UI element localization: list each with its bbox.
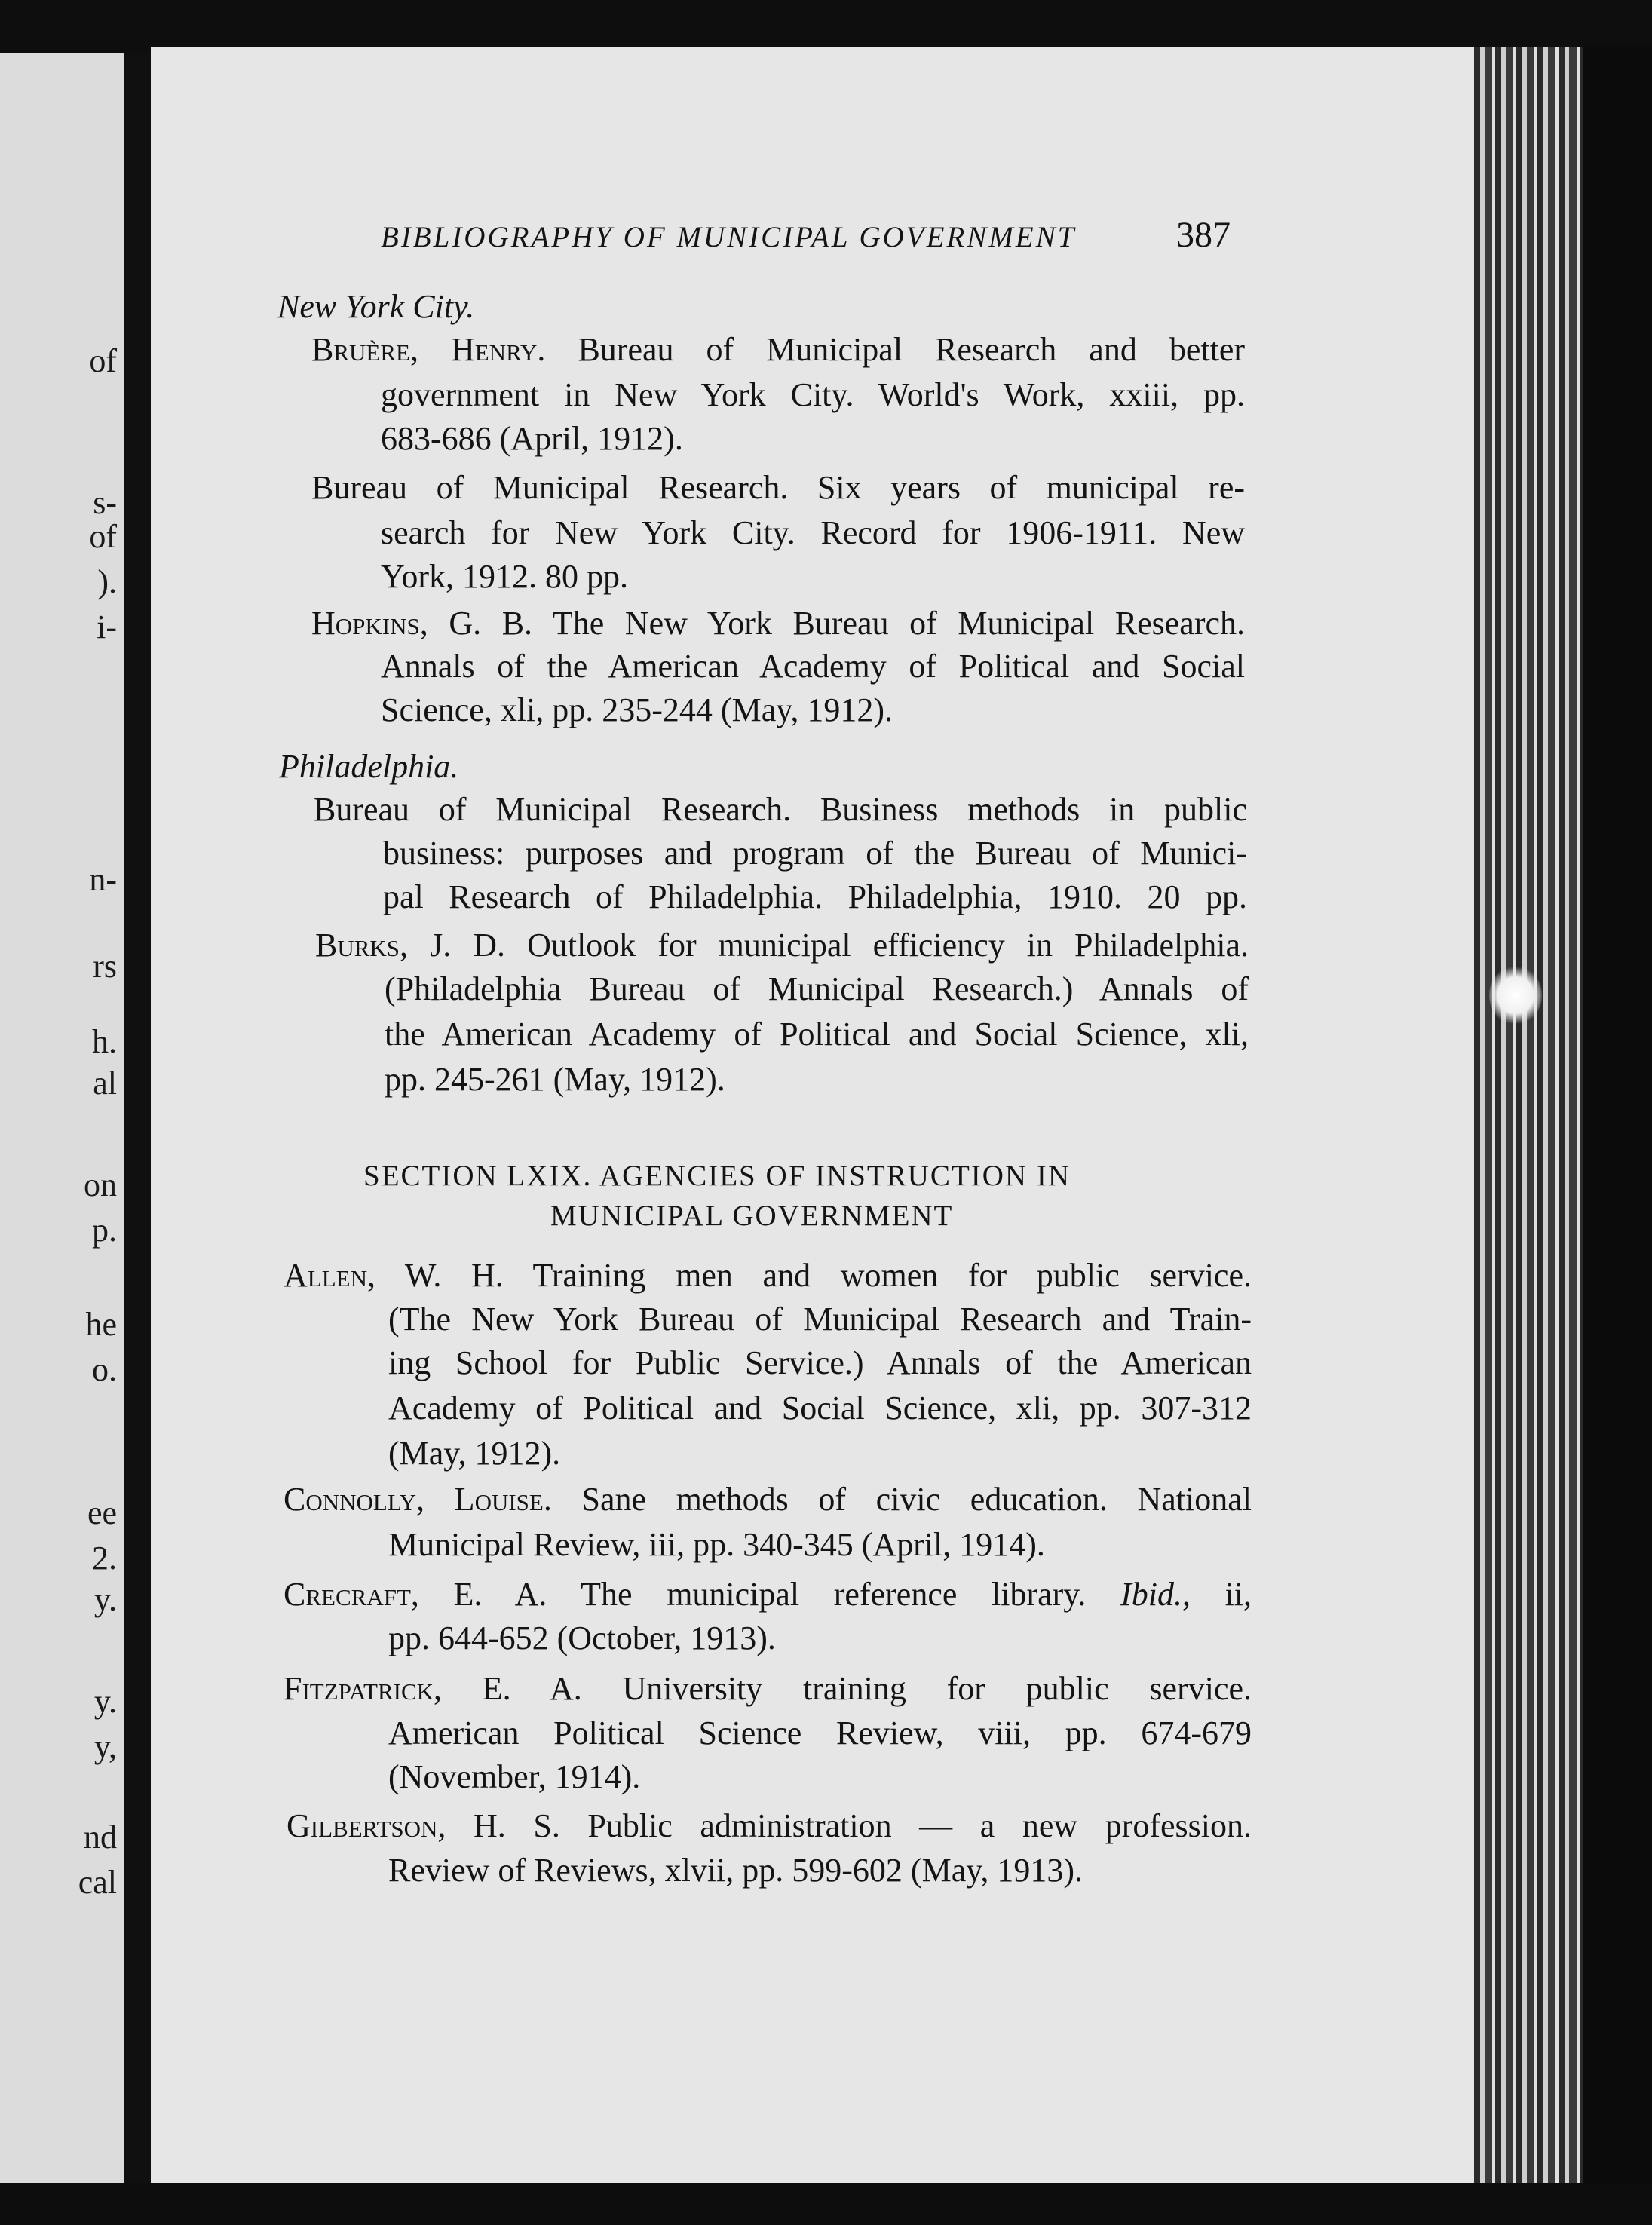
- running-head: BIBLIOGRAPHY OF MUNICIPAL GOVERNMENT: [381, 221, 1077, 253]
- facing-page-fragment: n-: [89, 861, 117, 898]
- entry-text: Bureau of Municipal Research and better: [578, 331, 1246, 368]
- bib-entry-line: [311, 333, 1245, 366]
- facing-page-fragment: 2.: [92, 1540, 117, 1577]
- facing-page-edge: [0, 53, 124, 2187]
- author-name: Bruère, Henry.: [311, 331, 546, 368]
- facing-page-fragment: y.: [93, 1581, 117, 1618]
- bib-entry-line: (May, 1912).: [388, 1435, 561, 1472]
- bib-entry-line: [287, 1807, 1252, 1844]
- facing-page-fragment: on: [84, 1166, 117, 1203]
- bib-entry-line: search for New York City. Record for 1906-1911. New: [381, 514, 1245, 551]
- facing-page-fragment: i-: [97, 608, 117, 645]
- bib-entry-line: Bureau of Municipal Research. Six years of municipal re-: [311, 469, 1245, 506]
- bib-entry-line: [284, 1578, 1252, 1611]
- author-name: Gilbertson,: [287, 1807, 446, 1844]
- facing-page-fragment: ee: [87, 1494, 117, 1531]
- page-number: 387: [1176, 215, 1231, 255]
- bib-entry-line: Municipal Review, iii, pp. 340-345 (April, 1914).: [388, 1526, 1045, 1563]
- facing-page-fragment: of: [89, 518, 117, 555]
- facing-page-fragment: he: [85, 1306, 117, 1343]
- bib-entry-line: business: purposes and program of the Bureau of Munici-: [383, 835, 1247, 872]
- subsection-heading-new-york: New York City.: [277, 288, 475, 325]
- section-heading-continued: MUNICIPAL GOVERNMENT: [550, 1200, 954, 1232]
- bib-entry-line: [315, 929, 1249, 962]
- facing-page-fragment: of: [89, 342, 117, 379]
- entry-text: Sane methods of civic education. National: [581, 1481, 1252, 1518]
- bib-entry-line: [284, 1259, 1252, 1292]
- bib-entry-line: the American Academy of Political and Social Science, xli,: [385, 1016, 1249, 1053]
- bib-entry-line: [284, 1672, 1252, 1706]
- author-name: Connolly, Louise.: [284, 1481, 552, 1518]
- facing-page-fragment: p.: [92, 1212, 117, 1249]
- scan-right-border: [1583, 47, 1652, 2225]
- author-name: Burks,: [315, 927, 409, 964]
- entry-text: W. H. Training men and women for public service.: [404, 1257, 1252, 1294]
- facing-page-fragment: rs: [93, 948, 117, 985]
- scan-blemish: [1489, 965, 1542, 1025]
- bib-entry-line: Academy of Political and Social Science, xli, pp. 307-312: [388, 1390, 1252, 1427]
- scan-bottom-border: [0, 2183, 1652, 2225]
- facing-page-fragment: nd: [84, 1819, 117, 1856]
- entry-text: E. A. The municipal reference library.: [453, 1576, 1087, 1613]
- facing-page-fragment: cal: [78, 1864, 117, 1901]
- entry-text: E. A. University training for public service.: [482, 1670, 1252, 1707]
- bib-entry-line: pp. 245-261 (May, 1912).: [385, 1061, 725, 1098]
- bib-entry-line: (November, 1914).: [388, 1758, 641, 1795]
- bib-entry-line: York, 1912. 80 pp.: [381, 558, 629, 595]
- bib-entry-line: [284, 1483, 1252, 1516]
- bib-entry-line: pal Research of Philadelphia. Philadelphia, 1910. 20 pp.: [383, 878, 1247, 915]
- bib-entry-line: Review of Reviews, xlvii, pp. 599-602 (May, 1913).: [388, 1852, 1083, 1889]
- facing-page-fragment: y,: [93, 1728, 117, 1765]
- entry-text: J. D. Outlook for municipal efficiency in Philadelphia.: [430, 927, 1249, 964]
- facing-page-fragment: s-: [93, 484, 117, 521]
- facing-page-fragment: ).: [97, 563, 117, 600]
- page-edges: [1474, 47, 1587, 2188]
- facing-page-fragment: o.: [92, 1351, 117, 1388]
- bib-entry-line: government in New York City. World's Work, xxiii, pp.: [381, 376, 1245, 413]
- bib-entry-line: 683-686 (April, 1912).: [381, 420, 683, 457]
- bib-entry-line: American Political Science Review, viii, pp. 674-679: [388, 1715, 1252, 1751]
- entry-text: G. B. The New York Bureau of Municipal Research.: [449, 605, 1246, 642]
- subsection-heading-philadelphia: Philadelphia.: [279, 748, 459, 785]
- bib-entry-line: pp. 644-652 (October, 1913).: [388, 1620, 776, 1656]
- bib-entry-line: (Philadelphia Bureau of Municipal Research.) Annals of: [385, 970, 1249, 1007]
- entry-text: H. S. Public administration — a new profession.: [474, 1807, 1252, 1844]
- bib-entry-line: Science, xli, pp. 235-244 (May, 1912).: [381, 691, 893, 728]
- author-name: Fitzpatrick,: [284, 1670, 443, 1707]
- facing-page-fragment: y.: [93, 1683, 117, 1720]
- author-name: Crecraft,: [284, 1576, 419, 1613]
- bib-entry-line: Bureau of Municipal Research. Business methods in public: [314, 791, 1247, 828]
- bib-entry-line: (The New York Bureau of Municipal Research and Train-: [388, 1301, 1252, 1338]
- facing-page-fragment: h.: [92, 1023, 117, 1060]
- ibid-citation: Ibid., ii,: [1120, 1576, 1252, 1613]
- section-heading: SECTION LXIX. AGENCIES OF INSTRUCTION IN: [363, 1160, 1071, 1192]
- facing-page-fragment: al: [93, 1065, 117, 1102]
- bib-entry-line: [311, 607, 1245, 640]
- author-name: Hopkins,: [311, 605, 428, 642]
- bib-entry-line: Annals of the American Academy of Political and Social: [381, 648, 1245, 685]
- author-name: Allen,: [284, 1257, 375, 1294]
- bib-entry-line: ing School for Public Service.) Annals of the American: [388, 1344, 1252, 1381]
